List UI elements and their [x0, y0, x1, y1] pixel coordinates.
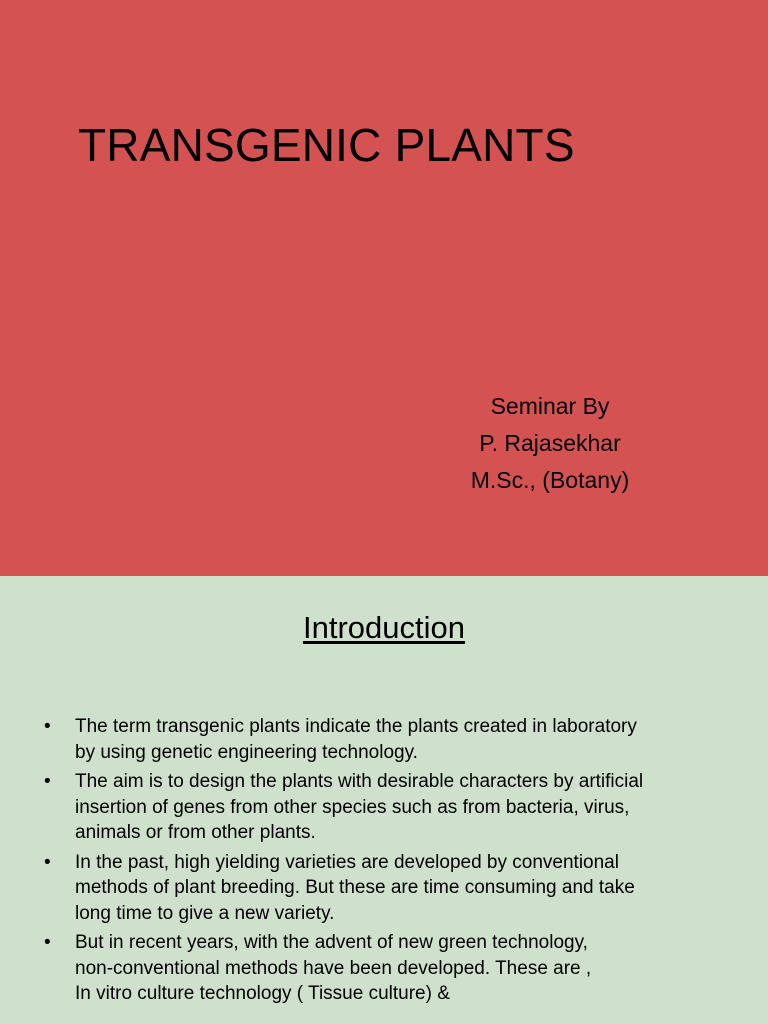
bullet-text-line: But in recent years, with the advent of new green technology,	[75, 932, 588, 953]
presenter-degree: M.Sc., (Botany)	[470, 467, 630, 493]
bullet-text-line: animals or from other plants.	[75, 822, 316, 843]
bullet-list	[44, 714, 734, 1011]
bullet-icon: •	[44, 932, 51, 953]
presenter-line: Seminar By	[490, 393, 610, 419]
bullet-item	[44, 930, 734, 1007]
bullet-text-line: insertion of genes from other species such as from bacteria, virus,	[75, 796, 630, 818]
bullet-text-line: methods of plant breeding. But these are time consuming and take	[75, 877, 635, 898]
bullet-item	[44, 850, 734, 927]
slide-title: TRANSGENIC PLANTS	[78, 119, 575, 171]
bullet-text-line: In the past, high yielding varieties are developed by conventional	[75, 851, 619, 873]
bullet-text-line: The aim is to design the plants with desirable characters by artificial	[75, 771, 644, 792]
bullet-icon: •	[44, 716, 51, 737]
presenter-name: P. Rajasekhar	[479, 430, 621, 456]
presenter-info	[430, 388, 670, 499]
bullet-item	[44, 769, 734, 846]
bullet-text-line: In vitro culture technology ( Tissue culture) &	[75, 983, 450, 1004]
introduction-slide	[0, 576, 768, 1024]
bullet-item	[44, 714, 734, 765]
bullet-text-line: by using genetic engineering technology.	[75, 741, 418, 763]
bullet-icon: •	[44, 851, 51, 873]
introduction-heading: Introduction	[303, 610, 465, 645]
bullet-text-line: non-conventional methods have been developed. These are ,	[75, 957, 592, 979]
bullet-icon: •	[44, 771, 51, 792]
bullet-text-line: long time to give a new variety.	[75, 902, 335, 924]
bullet-text-line: The term transgenic plants indicate the plants created in laboratory	[75, 716, 637, 737]
